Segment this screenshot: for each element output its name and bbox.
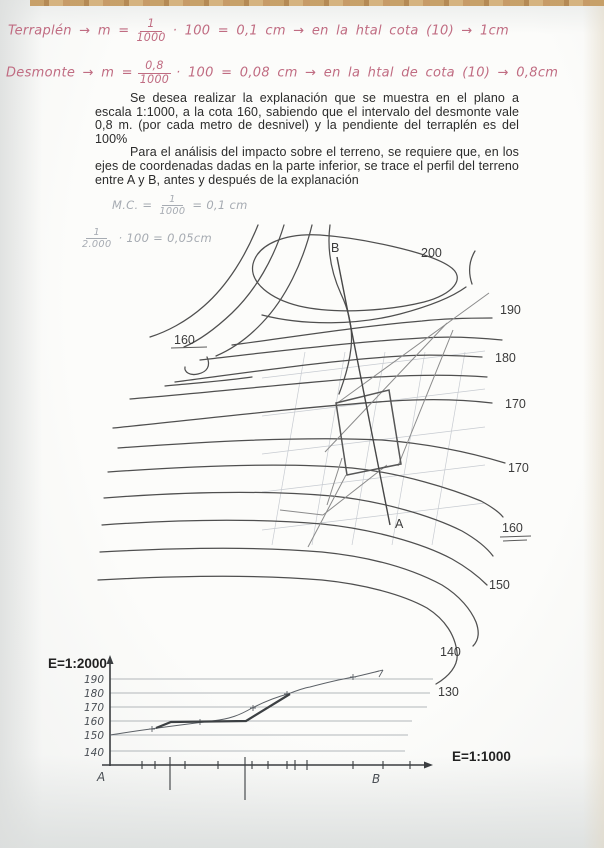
- paragraph-1: Se desea realizar la explanación que se muestra en el plano a escala 1:1000, a la cota 160, sabiendo que el intervalo del desmonte vale 0,8 m. (por cada metro de desnivel) y la pendiente del terraplén es del 100%: [95, 91, 519, 146]
- map-label-170-upper: 170: [505, 397, 526, 411]
- contour-lines: [98, 225, 505, 684]
- scale-label-horizontal: E=1:1000: [452, 749, 511, 764]
- pencil-rest: · 100 = 0,05cm: [118, 231, 213, 246]
- fraction: $\frac{1}{1000}$: [136, 17, 166, 44]
- map-label-point-b: B: [331, 241, 340, 255]
- y-label-170: 170: [83, 702, 104, 714]
- x-axis-ticks: [142, 757, 410, 800]
- profile-chart: [48, 655, 511, 800]
- y-label-140: 140: [83, 747, 104, 759]
- paragraph-2: Para el análisis del impacto sobre el terreno, se requiere que, en los ejes de coordenadas dadas en la parte inferior, se trace el perfil del terreno entre A y B, antes y después de la explanación: [95, 145, 519, 187]
- x-axis-arrow: [424, 762, 433, 769]
- hand-note-rest: · 100 = 0,08 cm → en la htal de cota (10) → 0,8cm: [176, 65, 559, 81]
- hand-note-lead: Terraplén → m =: [8, 23, 130, 39]
- map-label-200: 200: [421, 246, 442, 260]
- map-label-130: 130: [438, 685, 459, 699]
- map-labels: [174, 241, 529, 699]
- construction-grid: [262, 351, 485, 545]
- hand-note-rest: · 100 = 0,1 cm → en la htal cota (10) → 1cm: [172, 23, 510, 39]
- terrain-profile-line: [110, 671, 379, 735]
- pencil-lead: M.C. =: [112, 198, 153, 213]
- chart-gridlines: [110, 679, 433, 751]
- explanacion-profile-line: [156, 694, 290, 728]
- y-label-160: 160: [83, 716, 104, 728]
- y-label-190: 190: [83, 674, 104, 686]
- fraction: $\frac{1}{1000}$: [159, 194, 186, 218]
- map-label-180: 180: [495, 351, 516, 365]
- y-axis-arrow: [107, 655, 114, 664]
- map-label-140: 140: [440, 645, 461, 659]
- x-label-b: B: [372, 772, 381, 786]
- x-label-a: A: [97, 770, 106, 784]
- chart-y-labels: [84, 674, 104, 759]
- map-label-170-lower: 170: [508, 461, 529, 475]
- map-label-point-a: A: [395, 517, 404, 531]
- fraction: $\frac{1}{2.000}$: [82, 227, 112, 251]
- y-label-150: 150: [83, 730, 104, 742]
- pencil-rest: = 0,1 cm: [192, 198, 248, 213]
- map-label-190: 190: [500, 303, 521, 317]
- scale-label-vertical: E=1:2000: [48, 656, 107, 671]
- hand-note-lead: Desmonte → m =: [6, 65, 133, 81]
- map-label-160-left: 160: [174, 333, 195, 347]
- slope-construction-lines: [280, 293, 489, 547]
- fraction: $\frac{0,8}{1000}$: [139, 59, 170, 86]
- y-label-180: 180: [83, 688, 104, 700]
- map-label-160-right: 160: [502, 521, 523, 535]
- map-label-150: 150: [489, 578, 510, 592]
